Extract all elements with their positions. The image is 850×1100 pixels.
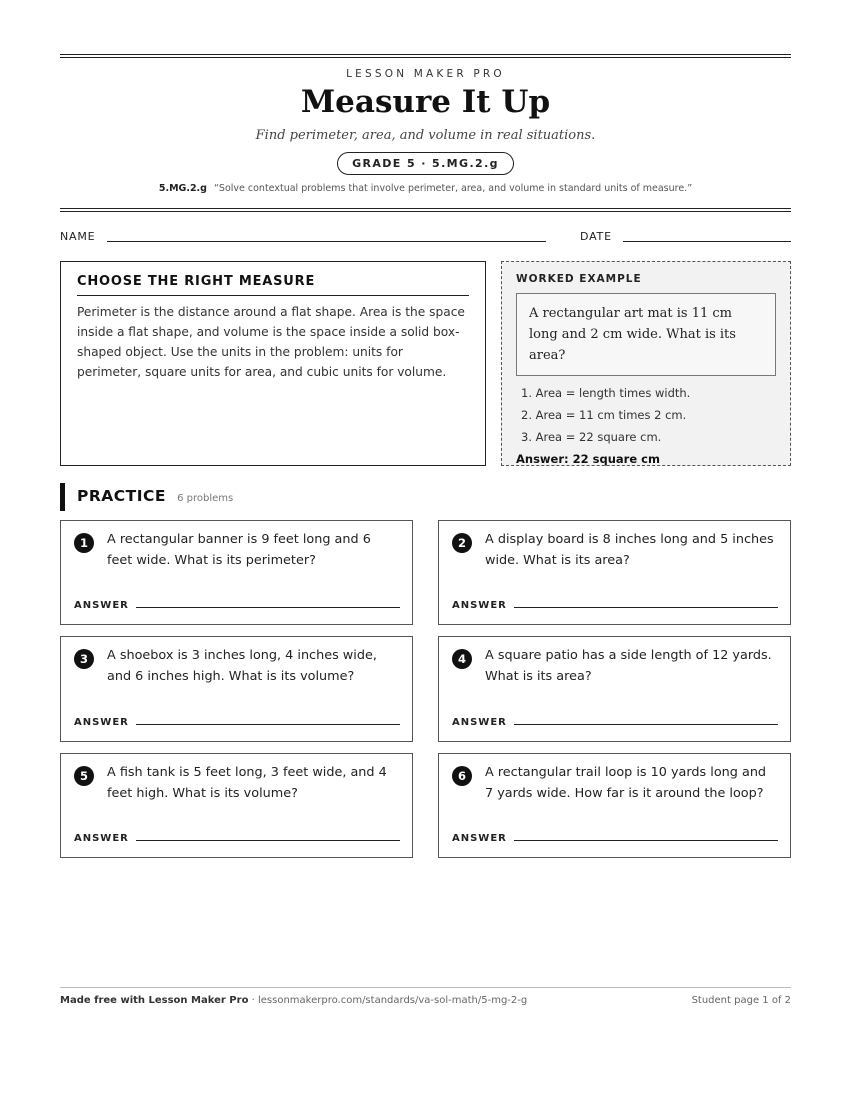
worked-example-step: 2. Area = 11 cm times 2 cm.	[521, 408, 687, 422]
footer	[60, 995, 791, 1006]
problem-number-badge: 2	[452, 533, 472, 553]
footer-rule	[60, 987, 791, 988]
problem-text: A rectangular trail loop is 10 yards long and 7 yards wide. How far is it around the loop?	[485, 765, 767, 801]
answer-field[interactable]	[514, 724, 778, 725]
problem-text: A fish tank is 5 feet long, 3 feet wide, and 4 feet high. What is its volume?	[107, 765, 387, 801]
problem-text: A shoebox is 3 inches long, 4 inches wide, and 6 inches high. What is its volume?	[107, 648, 377, 684]
problem-card-1	[60, 520, 413, 625]
brand-name: LESSON MAKER PRO	[346, 68, 505, 80]
answer-field[interactable]	[136, 724, 400, 725]
answer-field[interactable]	[514, 840, 778, 841]
worked-example-step: 1. Area = length times width.	[521, 386, 691, 400]
name-date-row	[60, 230, 791, 246]
problem-text: A rectangular banner is 9 feet long and 6 feet wide. What is its perimeter?	[107, 532, 371, 568]
header-bottom-rule	[60, 208, 791, 212]
problem-card-4	[438, 636, 791, 742]
worked-example-step: 3. Area = 22 square cm.	[521, 430, 662, 444]
name-field[interactable]	[107, 241, 546, 242]
date-label: DATE	[580, 230, 612, 243]
worked-example-box	[501, 261, 791, 466]
concept-body: Perimeter is the distance around a flat shape. Area is the space inside a flat shape, and volume is the space inside a solid box-shaped object. Use the units in the problem: units for perimeter, square units for area, and cubic units for volume.	[77, 305, 465, 379]
problem-number-badge: 4	[452, 649, 472, 669]
standard-description	[60, 183, 791, 194]
problem-text: A display board is 8 inches long and 5 inches wide. What is its area?	[485, 532, 774, 568]
concept-box	[60, 261, 486, 466]
answer-label: ANSWER	[452, 717, 507, 728]
answer-label: ANSWER	[452, 600, 507, 611]
problem-number-badge: 3	[74, 649, 94, 669]
problem-card-3	[60, 636, 413, 742]
problem-card-2	[438, 520, 791, 625]
worked-example-answer: Answer: 22 square cm	[516, 452, 660, 466]
page-subtitle: Find perimeter, area, and volume in real situations.	[255, 128, 596, 143]
problem-number-badge: 5	[74, 766, 94, 786]
page-title: Measure It Up	[300, 84, 551, 120]
answer-field[interactable]	[514, 607, 778, 608]
worked-example-steps	[516, 382, 776, 448]
concept-heading: CHOOSE THE RIGHT MEASURE	[77, 274, 469, 296]
problem-number-badge: 6	[452, 766, 472, 786]
answer-field[interactable]	[136, 607, 400, 608]
practice-header	[60, 483, 791, 511]
worked-example-problem: A rectangular art mat is 11 cm long and 2 cm wide. What is its area?	[516, 293, 776, 376]
date-field[interactable]	[623, 241, 791, 242]
footer-made-with: Made free with Lesson Maker Pro	[60, 995, 249, 1006]
answer-field[interactable]	[136, 840, 400, 841]
answer-label: ANSWER	[74, 600, 129, 611]
problem-number-badge: 1	[74, 533, 94, 553]
problem-card-5	[60, 753, 413, 858]
standard-text: “Solve contextual problems that involve perimeter, area, and volume in standard units of measure.”	[214, 183, 693, 194]
footer-page-number: Student page 1 of 2	[691, 995, 791, 1006]
answer-label: ANSWER	[74, 717, 129, 728]
practice-title: PRACTICE	[77, 487, 166, 505]
header-top-rule	[60, 54, 791, 58]
footer-url: · lessonmakerpro.com/standards/va-sol-math/5-mg-2-g	[248, 995, 528, 1006]
standard-code: 5.MG.2.g	[158, 183, 207, 194]
problem-card-6	[438, 753, 791, 858]
grade-badge: GRADE 5 · 5.MG.2.g	[337, 152, 514, 175]
practice-count: 6 problems	[177, 493, 234, 504]
answer-label: ANSWER	[74, 833, 129, 844]
problem-text: A square patio has a side length of 12 yards. What is its area?	[485, 648, 772, 684]
name-label: NAME	[60, 230, 96, 243]
worked-example-heading: WORKED EXAMPLE	[516, 273, 642, 285]
answer-label: ANSWER	[452, 833, 507, 844]
